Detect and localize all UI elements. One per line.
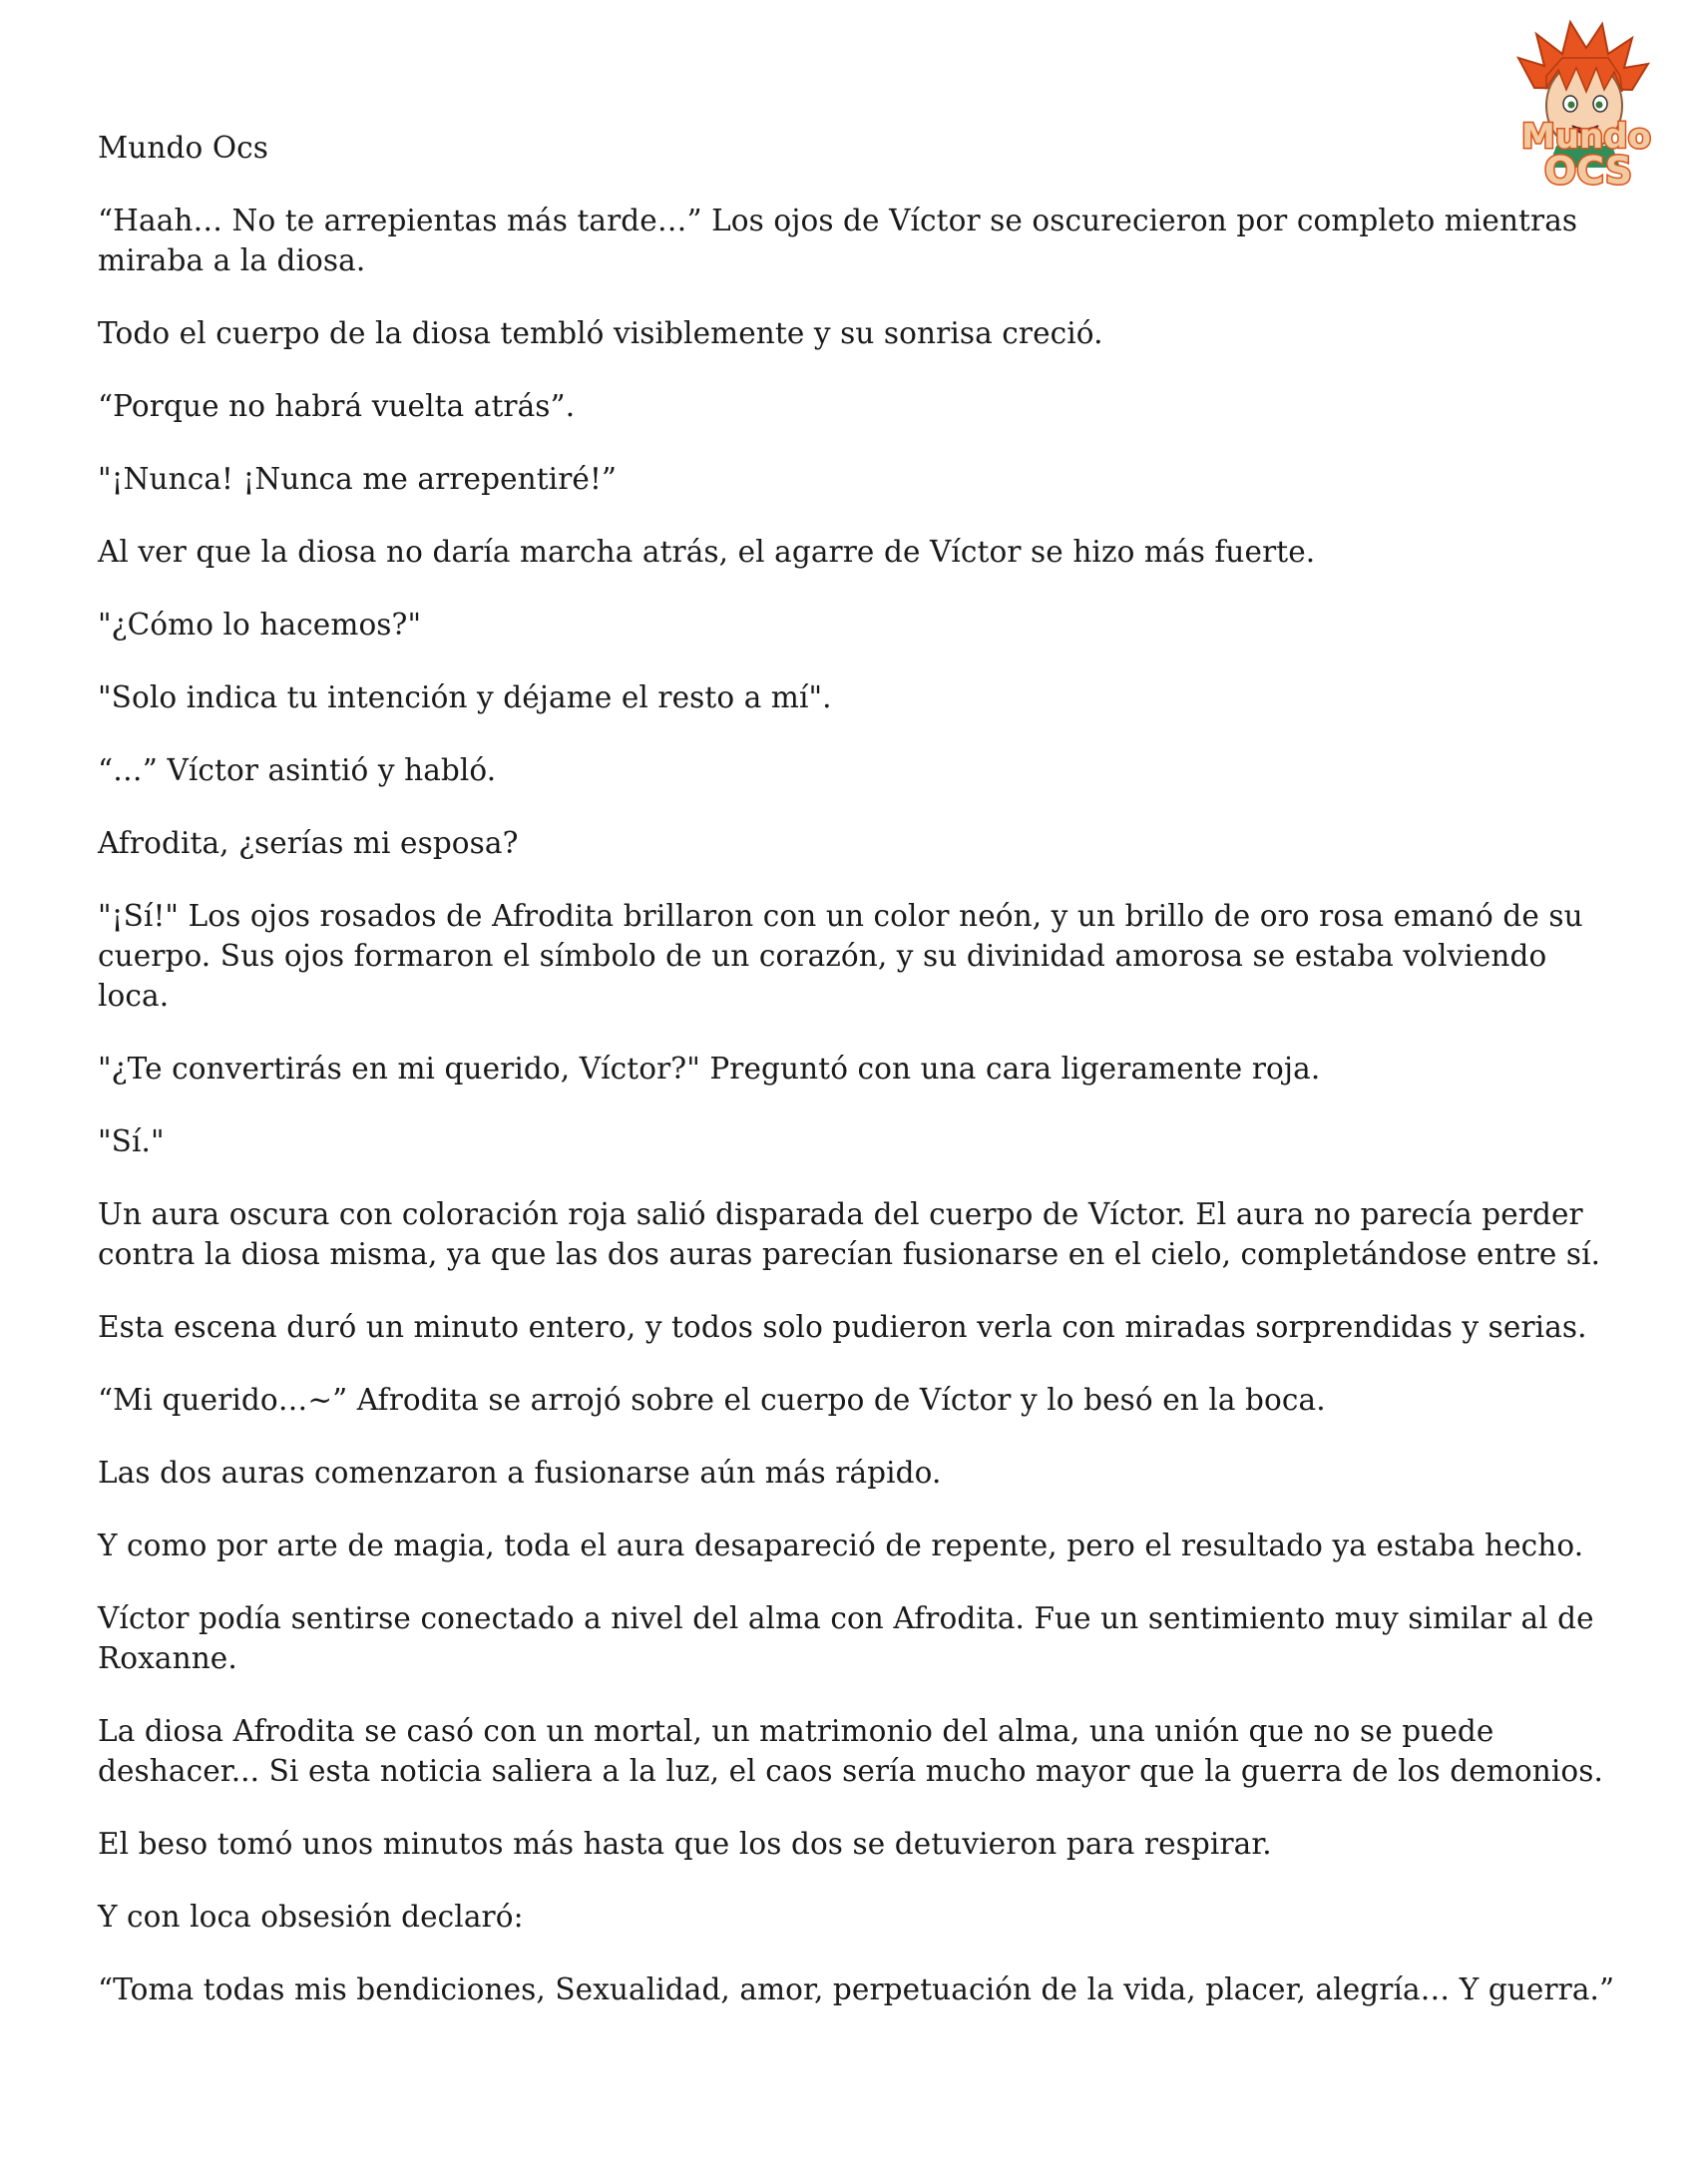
document-body	[98, 128, 1624, 2042]
paragraph: Esta escena duró un minuto entero, y todos solo pudieron verla con miradas sorprendidas y serias.	[98, 1310, 1587, 1344]
paragraph: Todo el cuerpo de la diosa tembló visiblemente y su sonrisa creció.	[98, 316, 1103, 350]
paragraph: Al ver que la diosa no daría marcha atrás, el agarre de Víctor se hizo más fuerte.	[98, 535, 1316, 569]
paragraph: “Mi querido…~” Afrodita se arrojó sobre el cuerpo de Víctor y lo besó en la boca.	[98, 1383, 1326, 1417]
paragraph: Y con loca obsesión declaró:	[98, 1900, 524, 1934]
paragraph: Víctor podía sentirse conectado a nivel del alma con Afrodita. Fue un sentimiento muy similar al de Roxanne.	[98, 1601, 1594, 1675]
paragraph: "¡Nunca! ¡Nunca me arrepentiré!”	[98, 462, 618, 496]
paragraph: El beso tomó unos minutos más hasta que los dos se detuvieron para respirar.	[98, 1827, 1272, 1861]
paragraph: “Porque no habrá vuelta atrás”.	[98, 389, 576, 423]
paragraph: "¿Cómo lo hacemos?"	[98, 608, 422, 642]
paragraph: Un aura oscura con coloración roja salió disparada del cuerpo de Víctor. El aura no parecía perder contra la diosa misma, ya que las dos auras parecían fusionarse en el cielo, completándose entre sí.	[98, 1197, 1601, 1271]
paragraph: "¿Te convertirás en mi querido, Víctor?" Preguntó con una cara ligeramente roja.	[98, 1052, 1321, 1086]
paragraph: Las dos auras comenzaron a fusionarse aún más rápido.	[98, 1456, 942, 1490]
site-name-header: Mundo Ocs	[98, 131, 268, 165]
paragraph: "Solo indica tu intención y déjame el resto a mí".	[98, 680, 832, 714]
paragraph: La diosa Afrodita se casó con un mortal, un matrimonio del alma, una unión que no se puede deshacer... Si esta noticia saliera a la luz, el caos sería mucho mayor que la guerra de los demonios.	[98, 1714, 1603, 1788]
paragraph: “…” Víctor asintió y habló.	[98, 753, 497, 787]
logo-text-line2: OCS	[1543, 149, 1633, 193]
paragraph: "Sí."	[98, 1124, 165, 1158]
logo-text-line1: Mundo	[1521, 117, 1651, 157]
paragraph: “Toma todas mis bendiciones, Sexualidad, amor, perpetuación de la vida, placer, alegría… Y guerra.”	[98, 1972, 1615, 2006]
paragraph: Afrodita, ¿serías mi esposa?	[98, 826, 519, 860]
paragraph: "¡Sí!" Los ojos rosados de Afrodita brillaron con un color neón, y un brillo de oro rosa emanó de su cuerpo. Sus ojos formaron el símbolo de un corazón, y su divinidad amorosa se estaba volviendo loca.	[98, 899, 1583, 1013]
paragraph: “Haah… No te arrepientas más tarde…” Los ojos de Víctor se oscurecieron por completo mientras miraba a la diosa.	[98, 204, 1578, 277]
paragraph: Y como por arte de magia, toda el aura desapareció de repente, pero el resultado ya estaba hecho.	[98, 1529, 1584, 1562]
